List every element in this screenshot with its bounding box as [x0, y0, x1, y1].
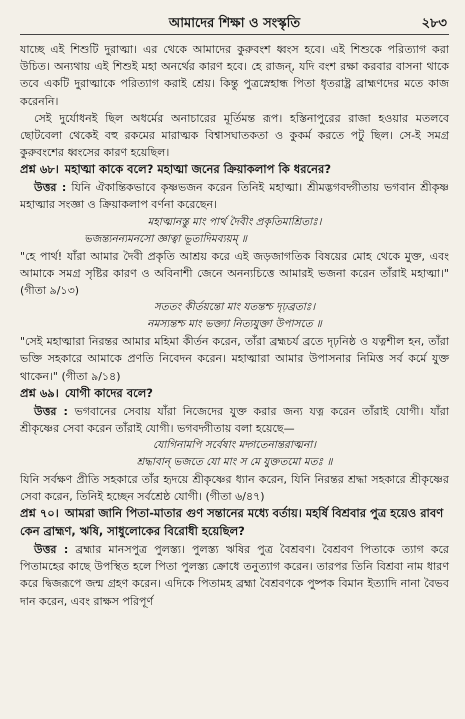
answer-69 [20, 403, 449, 437]
running-header [20, 10, 449, 35]
question-number: প্রশ্ন ৬৯। [20, 385, 59, 400]
verse-line: ভজন্ত্যনন্যমনসো জ্ঞাত্বা ভূতাদিমব্যয়ম্‌ ॥ [84, 232, 247, 245]
answer-label: উত্তর : [34, 181, 67, 195]
paragraph: সেই দুর্যোধনই ছিল অধর্মের অনাচারের মূর্তিমন্ত রূপ। হস্তিনাপুরের রাজা হওয়ার মতলবে ছোটবেলা থেকেই বহু রকমের মারাত্মক বিশ্বাসঘাতকতা ও কুকর্ম করতে পটু ছিল। সে-ই সমগ্র কুরুবংশের ধ্বংসের কারণ হয়েছিল। [20, 111, 449, 160]
verse-line: নমস্যন্তশ্চ মাং ভক্ত্যা নিত্যযুক্তা উপাসতে ॥ [147, 318, 322, 331]
question-text: যোগী কাদের বলে? [64, 385, 153, 400]
answer-label: উত্তর : [34, 543, 69, 557]
paragraph: "সেই মহাত্মারা নিরন্তর আমার মহিমা কীর্তন করেন, তাঁরা ব্রহ্মচর্য ব্রতে দৃঢ়নিষ্ঠ ও যত্নশীল হন, তাঁরা ভক্তি সহকারে আমাকে প্রণতি নিবেদন করেন। মহাত্মারা আমার উপাসনার নিমিত্ত সর্ব কর্মে যুক্ত থাকেন।" (গীতা ৯/১৪) [20, 335, 449, 383]
question-69 [20, 385, 449, 403]
question-70 [20, 505, 449, 541]
paragraph: যিনি সর্বক্ষণ প্রীতি সহকারে তাঁর হৃদয়ে শ্রীকৃষ্ণের ধ্যান করেন, যিনি নিরন্তর শ্রদ্ধা সহকারে শ্রীকৃষ্ণের সেবা করেন, তিনিই হচ্ছেন সর্বশ্রেষ্ঠ যোগী। (গীতা ৬/৪৭) [20, 473, 449, 504]
question-number: প্রশ্ন ৭০। [20, 506, 59, 521]
verse-line: যোগিনামপি সর্বেষাং মদ্গতেনান্তরাত্মনা। [152, 439, 317, 452]
answer-text: ভগবানের সেবায় যাঁরা নিজেদের যুক্ত করার জন্য যত্ন করেন তাঁরাই যোগী। যাঁরা শ্রীকৃষ্ণের সেবা করেন তাঁরাই যোগী। ভগবদ্গীতায় বলা হয়েছে— [20, 404, 449, 435]
verse-line: শ্রদ্ধাবান্‌ ভজতে যো মাং স মে যুক্ততমো মতঃ ॥ [136, 456, 333, 469]
answer-68 [20, 179, 449, 213]
question-text: মহাত্মা কাকে বলে? মহাত্মা জনের ক্রিয়াকলাপ কি ধরনের? [64, 162, 332, 177]
answer-label: উত্তর : [34, 404, 68, 418]
question-68 [20, 161, 449, 179]
answer-text: যিনি ঐকান্তিকভাবে কৃষ্ণভজন করেন তিনিই মহাত্মা। শ্রীমদ্ভগবদ্গীতায় ভগবান শ্রীকৃষ্ণ মহাত্মার সংজ্ঞা ও ক্রিয়াকলাপ বর্ণনা করেছেন। [20, 181, 449, 212]
running-title: আমাদের শিক্ষা ও সংস্কৃতি [168, 16, 301, 31]
verse-line: মহাত্মানস্তু মাং পার্থ দৈবীং প্রকৃতিমাশ্রিতাঃ। [147, 215, 322, 228]
answer-70 [20, 541, 449, 610]
verse-line: সততং কীর্তয়ন্তো মাং যতন্তশ্চ দৃঢ়ব্রতাঃ। [153, 301, 316, 314]
paragraph: যাচ্ছে এই শিশুটি দুরাত্মা। এর থেকে আমাদের কুরুবংশ ধ্বংস হবে। এই শিশুকে পরিত্যাগ করা উচিত। অন্যথায় এই শিশুই মহা অনর্থের কারণ হবে। হে রাজন্‌, যদি বংশ রক্ষা করবার বাসনা থাকে তবে একটি দুরাত্মাকে পরিত্যাগ করাই শ্রেয়। কিন্তু পুত্রস্নেহান্ধ পিতা ধৃতরাষ্ট্র ব্রাহ্মণদের মতে কাজ করেননি। [20, 43, 449, 108]
question-text: আমরা জানি পিতা-মাতার গুণ সন্তানের মধ্যে বর্তায়। মহর্ষি বিশ্রবার পুত্র হয়েও রাবণ কেন ব্রাহ্মণ, ঋষি, সাধুলোকের বিরোধী হয়েছিল? [20, 506, 444, 539]
page-number: ২৮৩ [421, 16, 447, 31]
question-number: প্রশ্ন ৬৮। [20, 162, 59, 177]
paragraph: "হে পার্থ! যাঁরা আমার দৈবী প্রকৃতি আশ্রয় করে এই জড়জাগতিক বিষয়ের মোহ থেকে মুক্ত, এবং আমাকে সমগ্র সৃষ্টির কারণ ও অবিনাশী জেনে অনন্যচিত্তে আমারই ভজনা করেন তাঁরাই মহাত্মা।" (গীতা ৯/১৩) [20, 249, 449, 298]
answer-text: ব্রহ্মার মানসপুত্র পুলস্ত্য। পুলস্ত্য ঋষির পুত্র বৈশ্রবণ। বৈশ্রবণ পিতাকে ত্যাগ করে পিতামহের কাছে উপস্থিত হলে পিতা পুলস্ত্য ক্রোধে তনুত্যাগ করেন। তারপর তিনি বিশ্রবা নাম ধারণ করে দ্বিজরূপে জন্ম গ্রহণ করেন। এদিকে পিতামহ ব্রহ্মা বৈশ্রবণকে পুষ্পক বিমান ইত্যাদি নানা বৈভব দান করেন, এবং রাক্ষস পরিপূর্ণ [20, 543, 449, 608]
